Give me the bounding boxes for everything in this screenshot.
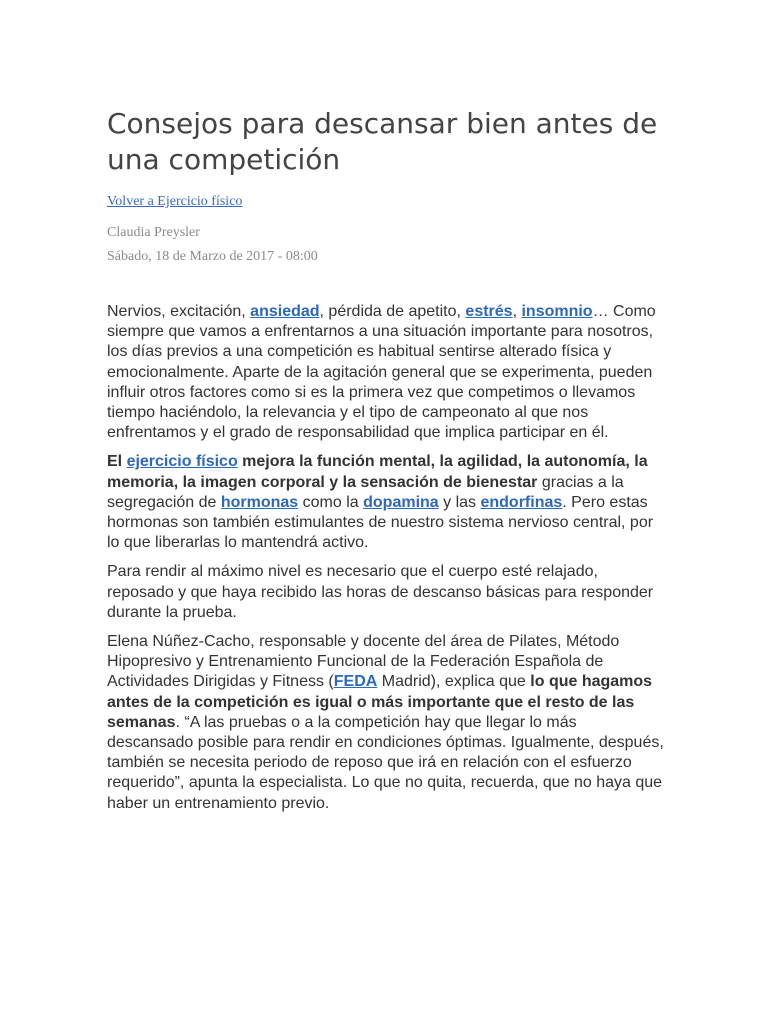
page-title: Consejos para descansar bien antes de una competición (107, 107, 658, 176)
article-body (107, 302, 667, 823)
text-span: Nervios, excitación, (107, 303, 251, 320)
link-endorfinas[interactable]: endorfinas (480, 493, 563, 511)
paragraph-2 (107, 452, 667, 553)
text-span: , pérdida de apetito, (319, 303, 466, 320)
paragraph-4 (107, 632, 667, 814)
publish-date: Sábado, 18 de Marzo de 2017 - 08:00 (107, 249, 318, 264)
back-to-ejercicio-fisico-link[interactable]: Volver a Ejercicio físico (107, 194, 243, 209)
text-span: Para rendir al máximo nivel es necesario que el cuerpo esté relajado, reposado y que haya recibido las horas de descanso básicas para responder durante la prueba. (107, 563, 654, 621)
link-dopamina[interactable]: dopamina (363, 493, 439, 511)
paragraph-3 (107, 562, 667, 623)
text-span: Madrid), explica que (377, 673, 531, 691)
author-name: Claudia Preysler (107, 225, 200, 240)
link-estres[interactable]: estrés (465, 303, 513, 320)
text-span: como la (298, 493, 364, 511)
link-hormonas[interactable]: hormonas (220, 493, 299, 511)
paragraph-1 (107, 302, 667, 443)
link-feda[interactable]: FEDA (333, 673, 378, 691)
text-span: gracias a la segregación de (107, 473, 624, 511)
text-span: , (512, 303, 522, 320)
text-span: Elena Núñez-Cacho, responsable y docente del área de Pilates, Método Hipopresivo y Entrenamiento Funcional de la Federación Española de Actividades Dirigidas y Fitness ( (107, 633, 620, 691)
text-span: . Pero estas hormonas son también estimulantes de nuestro sistema nervioso central, por lo que liberarlas lo mantendrá activo. (107, 493, 654, 552)
text-span: . “A las pruebas o a la competición hay que llegar lo más descansado posible para rendir en condiciones óptimas. Igualmente, después, también se necesita periodo de reposo que irá en relación con el esfuerzo requerido”, apunta la especialista. Lo que no quita, recuerda, que no haya que haber un entrenamiento previo. (107, 713, 664, 812)
link-ejercicio-fisico[interactable]: ejercicio físico (126, 453, 238, 471)
bold-text: mejora la función mental, la agilidad, la autonomía, la memoria, la imagen corporal y la sensación de bienestar (107, 453, 648, 491)
link-ansiedad[interactable]: ansiedad (250, 303, 320, 320)
text-span: y las (438, 493, 481, 511)
bold-text: lo que hagamos antes de la competición es igual o más importante que el resto de las semanas (107, 673, 653, 731)
bold-text: El (107, 453, 127, 471)
link-insomnio[interactable]: insomnio (521, 303, 593, 320)
text-span: … Como siempre que vamos a enfrentarnos a una situación importante para nosotros, los días previos a una competición es habitual sentirse alterado física y emocionalmente. Aparte de la agitación general que se experimenta, pueden influir otros factores como si es la primera vez que competimos o llevamos tiempo haciéndolo, la relevancia y el tipo de campeonato al que nos enfrentamos y el grado de responsabilidad que implica participar en él. (107, 303, 656, 442)
